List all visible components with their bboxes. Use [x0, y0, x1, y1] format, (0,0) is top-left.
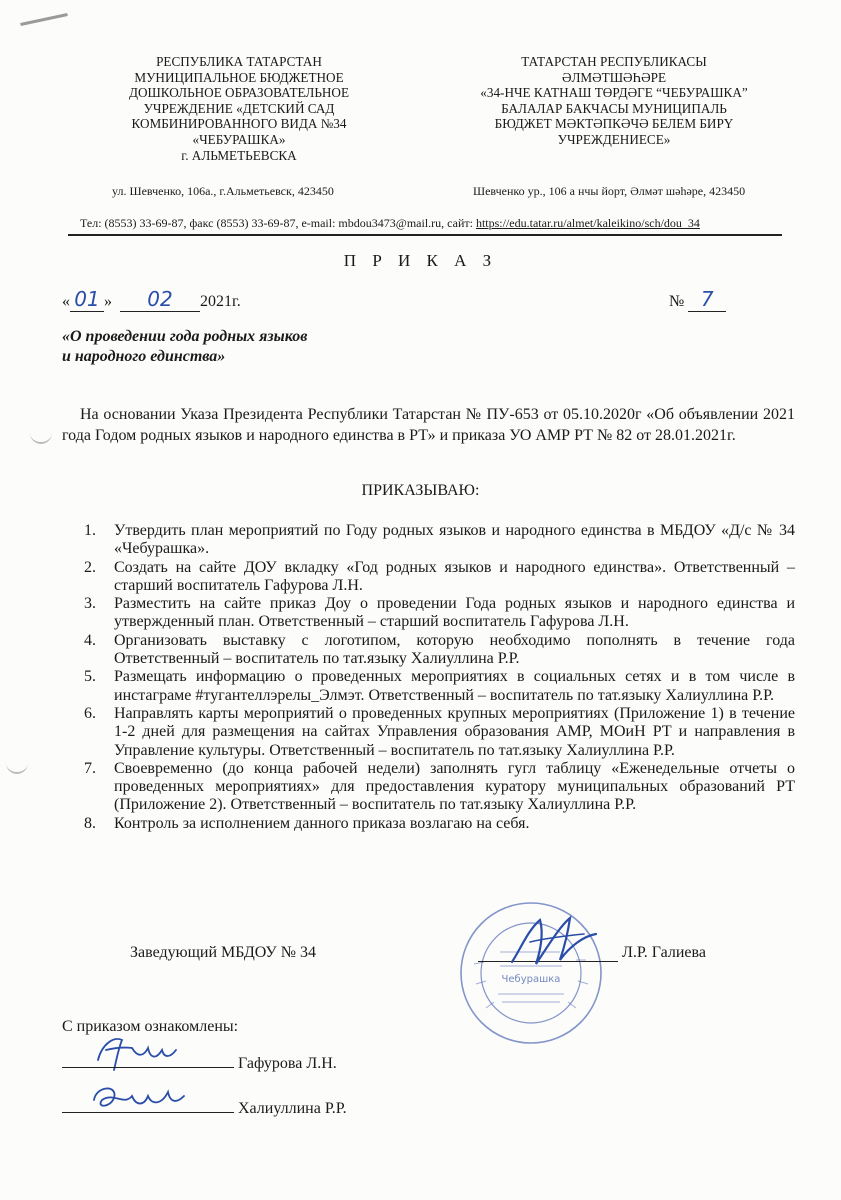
document-number — [669, 287, 726, 312]
letterhead-divider — [68, 234, 782, 236]
letterhead-line: ӘЛМӘТШӘҺӘРЕ — [561, 69, 667, 85]
stamp-text: Чебурашка — [501, 974, 561, 985]
letterhead-line: ТАТАРСТАН РЕСПУБЛИКАСЫ — [521, 54, 707, 69]
acknowledgement-row — [62, 1053, 337, 1073]
letterhead-line: г. АЛЬМЕТЬЕВСКА — [181, 147, 297, 163]
list-item — [62, 559, 795, 596]
date-year: 2021г. — [200, 293, 241, 310]
letterhead-line: УЧРЕЖДЕНИЕ «ДЕТСКИЙ САД — [143, 100, 335, 116]
item-text: Утвердить план мероприятий по Году родных языков и народного единства в МБДОУ «Д/с № 34 «Чебурашка». — [114, 522, 795, 558]
item-text: Контроль за исполнением данного приказа возлагаю на себя. — [114, 814, 530, 832]
letterhead-line: БАЛАЛАР БАКЧАСЫ МУНИЦИПАЛЬ — [501, 100, 727, 116]
number-label: № — [669, 293, 685, 310]
item-text: Размещать информацию о проведенных мероприятиях в социальных сетях и в том числе в инстаграме #тугантеллэрелы_Элмэт. Ответственный – воспитатель по тат.языку Халиуллина Р.Р. — [114, 668, 795, 704]
director-signature — [500, 912, 610, 972]
punch-hole-mark — [6, 760, 28, 774]
list-item — [62, 668, 795, 705]
item-number: 5. — [84, 668, 96, 686]
signatory-title: Заведующий МБДОУ № 34 — [130, 944, 316, 961]
number-value: 7 — [688, 287, 726, 312]
item-text: Своевременно (до конца рабочей недели) заполнять гугл таблицу «Еженедельные отчеты о проведенных мероприятиях» для предоставления куратору муниципальных образований РТ (Приложение 2). Ответственный – воспитатель по тат.языку Халиуллина Р.Р. — [114, 759, 795, 814]
item-number: 7. — [84, 759, 96, 777]
address-tatar: Шевченко ур., 106 а нчы йорт, Әлмәт шәһәре, 423450 — [473, 184, 746, 198]
subject-line: «О проведении года родных языков — [62, 328, 308, 345]
contact-line — [80, 216, 700, 231]
subject-line: и народного единства» — [62, 348, 226, 365]
order-heading: ПРИКАЗЫВАЮ: — [361, 482, 480, 499]
letterhead-line: «34-НЧЕ КАТНАШ ТӨРДӘГЕ “ЧЕБУРАШКА” — [480, 85, 748, 101]
order-subject — [62, 327, 307, 367]
document-title: П Р И К А З — [343, 251, 498, 270]
signature-line — [62, 1053, 234, 1068]
document-date — [62, 287, 241, 312]
date-open-quote: « — [62, 293, 70, 310]
contact-details: Тел: (8553) 33-69-87, факс (8553) 33-69-87, e-mail: mbdou3473@mail.ru, сайт: — [80, 216, 476, 230]
date-day: 01 — [70, 287, 104, 312]
punch-hole-mark — [30, 430, 52, 444]
order-items-list — [62, 522, 795, 833]
item-number: 1. — [84, 522, 96, 539]
address-russian: ул. Шевченко, 106а., г.Альметьевск, 423450 — [112, 184, 334, 198]
item-number: 4. — [84, 631, 96, 649]
item-number: 3. — [84, 595, 96, 613]
letterhead-tatar — [454, 54, 774, 148]
item-text: Разместить на сайте приказ Доу о проведении Года родных языков и народного единства и утвержденный план. Ответственный – старший воспитатель Гафурова Л.Н. — [114, 595, 795, 631]
list-item — [62, 522, 795, 559]
acknowledgement-row — [62, 1098, 347, 1118]
item-text: Направлять карты мероприятий о проведенных крупных мероприятиях (Приложение 1) в течение 1-2 дней для размещения на сайтах Управления образования АМР, МОиН РТ и направления в Управление культуры. Ответственный – воспитатель по тат.языку Халиуллина Р.Р. — [114, 704, 795, 759]
item-text: Создать на сайте ДОУ вкладку «Год родных языков и народного единства». Ответственный – старший воспитатель Гафурова Л.Н. — [114, 558, 795, 594]
item-number: 8. — [84, 814, 96, 832]
website-link[interactable]: https://edu.tatar.ru/almet/kaleikino/sch/dou_34 — [475, 216, 700, 230]
list-item — [62, 815, 795, 833]
list-item — [62, 760, 795, 815]
list-item — [62, 632, 795, 669]
date-close-quote: » — [104, 293, 112, 310]
scan-mark — [20, 13, 68, 26]
signatory-name: Л.Р. Галиева — [622, 944, 706, 961]
item-text: Организовать выставку с логотипом, которую необходимо пополнять в течение года Ответственный – воспитатель по тат.языку Халиуллина Р.Р. — [114, 631, 795, 668]
letterhead-line: ДОШКОЛЬНОЕ ОБРАЗОВАТЕЛЬНОЕ — [128, 85, 350, 101]
item-number: 6. — [84, 704, 96, 722]
item-number: 2. — [84, 558, 96, 576]
acknowledger-name: Халиуллина Р.Р. — [238, 1100, 347, 1117]
letterhead-line: МУНИЦИПАЛЬНОЕ БЮДЖЕТНОЕ — [134, 69, 344, 85]
list-item — [62, 595, 795, 632]
signature-line — [62, 1098, 234, 1113]
date-month: 02 — [120, 287, 200, 312]
list-item — [62, 705, 795, 760]
letterhead-line: КОМБИНИРОВАННОГО ВИДА №34 — [131, 116, 347, 132]
letterhead-line: БЮДЖЕТ МӘКТӘПКӘЧӘ БЕЛЕМ БИРҮ — [494, 116, 734, 132]
letterhead-line: РЕСПУБЛИКА ТАТАРСТАН — [156, 54, 322, 69]
acknowledger-name: Гафурова Л.Н. — [238, 1055, 337, 1072]
letterhead-russian — [96, 54, 382, 163]
acknowledgement-heading: С приказом ознакомлены: — [62, 1018, 239, 1035]
legal-basis-paragraph: На основании Указа Президента Республики Татарстан № ПУ-653 от 05.10.2020г «Об объявлении 2021 года Годом родных языков и народного единства в РТ» и приказа УО АМР РТ № 82 от 28.01.2021г. — [62, 406, 795, 444]
letterhead-line: УЧРЕЖДЕНИЕСЕ» — [557, 131, 671, 147]
letterhead-line: «ЧЕБУРАШКА» — [192, 131, 286, 147]
